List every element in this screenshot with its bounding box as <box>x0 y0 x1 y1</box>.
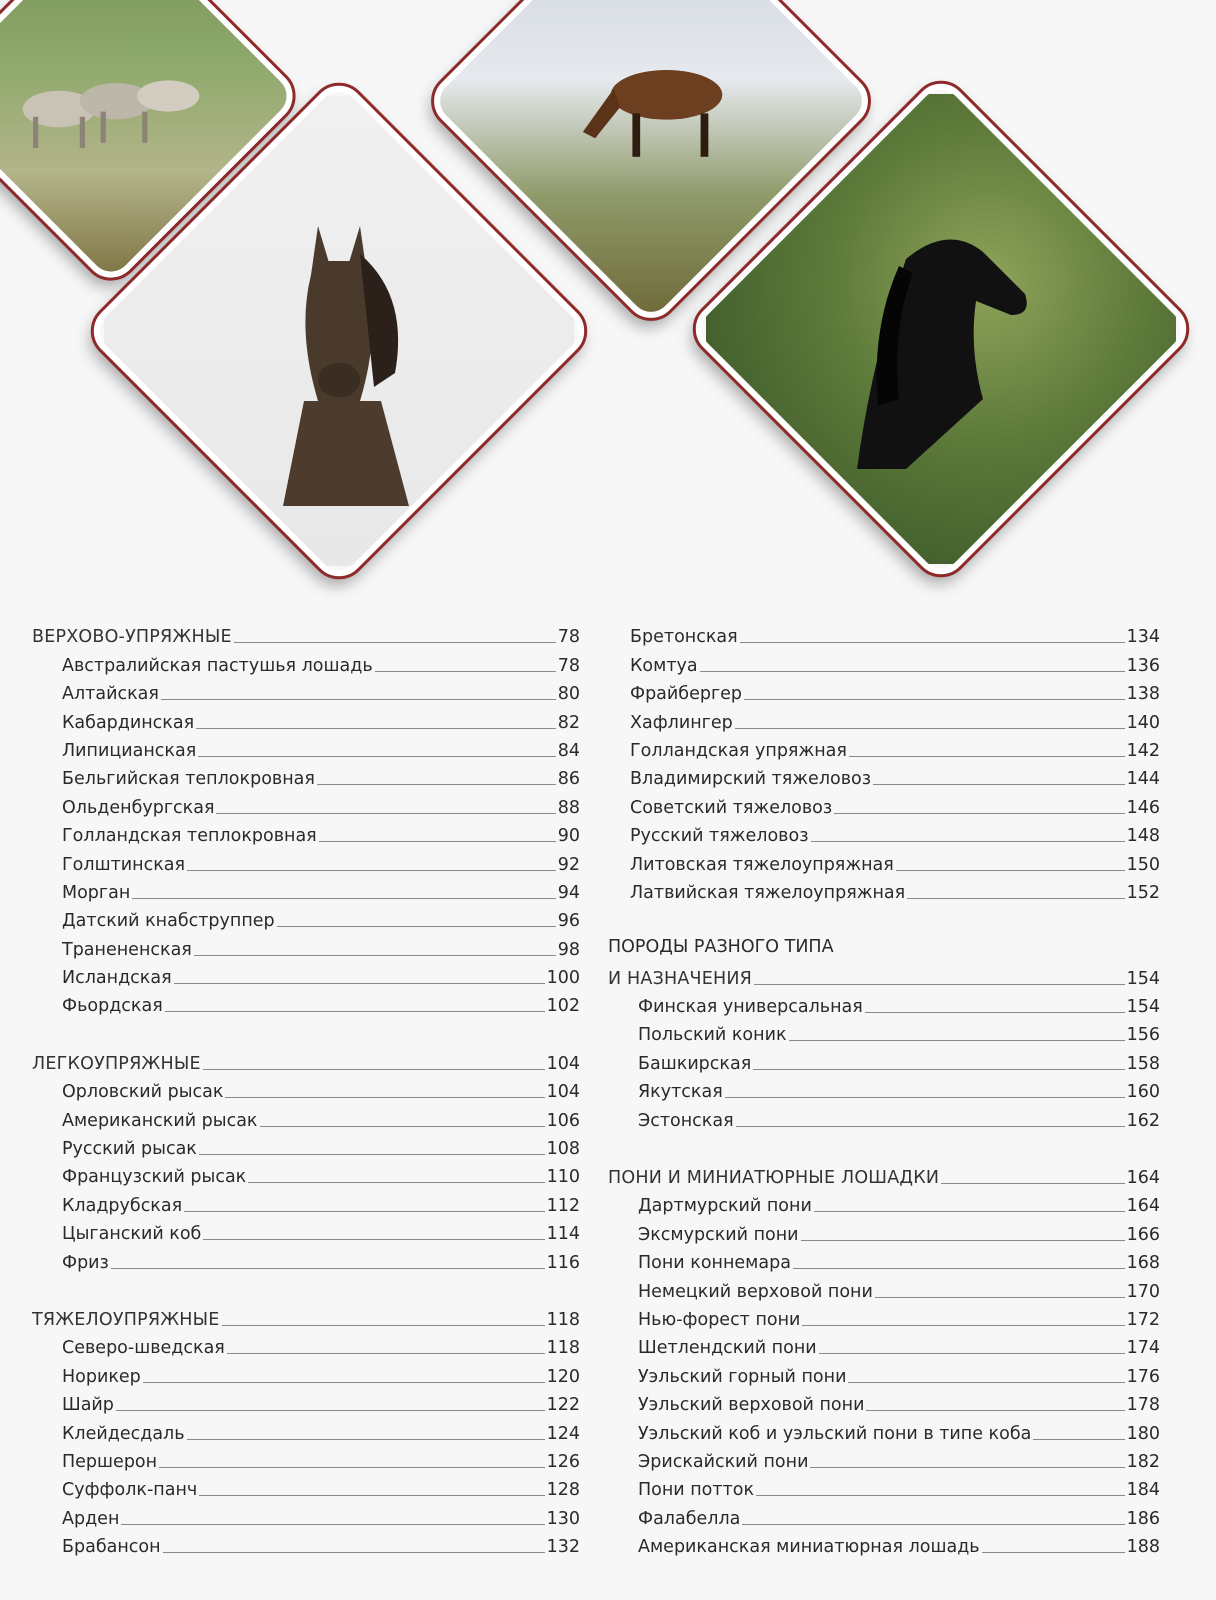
toc-entry[interactable] <box>32 989 580 1017</box>
entry-title: Американский рысак <box>62 1110 258 1131</box>
toc-entry[interactable] <box>608 1274 1160 1302</box>
toc-entry[interactable] <box>32 1501 580 1529</box>
page-number: 132 <box>546 1537 580 1558</box>
entry-title: Шайр <box>62 1395 114 1416</box>
page-number: 88 <box>557 797 580 818</box>
dot-leader <box>896 870 1125 871</box>
page-number: 174 <box>1126 1338 1160 1359</box>
entry-title: Кабардинская <box>62 712 195 733</box>
page-number: 96 <box>557 911 580 932</box>
entry-title: Латвийская тяжелоупряжная <box>630 882 906 903</box>
dot-leader <box>111 1268 545 1269</box>
dot-leader <box>161 699 556 700</box>
entry-title: Дартмурский пони <box>638 1196 812 1217</box>
entry-title: Эстонская <box>638 1110 734 1131</box>
page-number: 114 <box>546 1224 580 1245</box>
dot-leader <box>225 1097 544 1098</box>
toc-entry[interactable] <box>608 876 1160 904</box>
page-number: 106 <box>546 1110 580 1131</box>
section-heading <box>32 1046 580 1074</box>
page-number: 94 <box>557 882 580 903</box>
section-heading <box>608 1161 1160 1189</box>
toc-entry[interactable] <box>32 1388 580 1416</box>
page-number: 184 <box>1126 1480 1160 1501</box>
dot-leader <box>163 1552 545 1553</box>
page-number: 182 <box>1126 1451 1160 1472</box>
page-number: 164 <box>1126 1196 1160 1217</box>
page-number: 188 <box>1126 1537 1160 1558</box>
toc-entry[interactable] <box>32 1160 580 1188</box>
dot-leader <box>277 926 556 927</box>
dot-leader <box>756 1495 1125 1496</box>
toc-entry[interactable] <box>608 1359 1160 1387</box>
entry-title: Польский коник <box>638 1025 787 1046</box>
entry-title: Пони коннемара <box>638 1253 791 1274</box>
toc-entry[interactable] <box>608 1217 1160 1245</box>
page-number: 102 <box>546 996 580 1017</box>
entry-title: Шетлендский пони <box>638 1338 817 1359</box>
toc-entry[interactable] <box>608 1501 1160 1529</box>
toc-section <box>32 1303 580 1559</box>
dot-leader <box>834 813 1124 814</box>
dot-leader <box>982 1552 1125 1553</box>
toc-entry[interactable] <box>608 1046 1160 1074</box>
dot-leader <box>814 1211 1125 1212</box>
dot-leader <box>941 1183 1124 1184</box>
entry-title: Башкирская <box>638 1053 752 1074</box>
dot-leader <box>742 1524 1124 1525</box>
entry-title: Голландская упряжная <box>630 740 847 761</box>
entry-title: Суффолк-панч <box>62 1480 198 1501</box>
entry-title: Австралийская пастушья лошадь <box>62 655 373 676</box>
entry-title: Исландская <box>62 968 172 989</box>
toc-entry[interactable] <box>608 734 1160 762</box>
page-number: 180 <box>1126 1423 1160 1444</box>
toc-entry[interactable] <box>32 932 580 960</box>
entry-title: Фалабелла <box>638 1508 741 1529</box>
toc-entry[interactable] <box>608 1388 1160 1416</box>
page-number: 136 <box>1126 655 1160 676</box>
dot-leader <box>736 1126 1125 1127</box>
toc-entry[interactable] <box>32 1530 580 1558</box>
dot-leader <box>234 642 556 643</box>
dot-leader <box>875 1297 1125 1298</box>
toc-entry[interactable] <box>32 1416 580 1444</box>
toc-entry[interactable] <box>32 1359 580 1387</box>
entry-title: Транененская <box>62 939 192 960</box>
toc-entry[interactable] <box>608 705 1160 733</box>
section-title: И НАЗНАЧЕНИЯ <box>608 968 752 989</box>
entry-title: Якутская <box>638 1082 723 1103</box>
page-number: 158 <box>1126 1053 1160 1074</box>
entry-title: Орловский рысак <box>62 1082 224 1103</box>
page-number: 152 <box>1126 882 1160 903</box>
section-title: ВЕРХОВО-УПРЯЖНЫЕ <box>32 627 232 648</box>
section-heading <box>608 961 1160 989</box>
page-number: 98 <box>557 939 580 960</box>
page-number: 104 <box>546 1082 580 1103</box>
dot-leader <box>227 1353 545 1354</box>
toc-entry[interactable] <box>608 762 1160 790</box>
entry-title: Немецкий верховой пони <box>638 1281 873 1302</box>
page-number: 140 <box>1126 712 1160 733</box>
dot-leader <box>1033 1439 1124 1440</box>
dot-leader <box>260 1126 545 1127</box>
page-number: 172 <box>1126 1309 1160 1330</box>
dot-leader <box>187 870 556 871</box>
dot-leader <box>866 1410 1124 1411</box>
dot-leader <box>143 1382 545 1383</box>
toc-entry[interactable] <box>608 1530 1160 1558</box>
toc-entry[interactable] <box>608 1416 1160 1444</box>
page-number: 100 <box>546 968 580 989</box>
dot-leader <box>725 1097 1125 1098</box>
page-number: 150 <box>1126 854 1160 875</box>
entry-title: Советский тяжеловоз <box>630 797 833 818</box>
page-number: 78 <box>557 627 580 648</box>
toc-entry[interactable] <box>32 1217 580 1245</box>
toc-section <box>608 620 1160 904</box>
entry-title: Уэльский коб и уэльский пони в типе коба <box>638 1423 1032 1444</box>
toc-entry[interactable] <box>32 1445 580 1473</box>
dot-leader <box>848 1382 1124 1383</box>
toc-section <box>32 1046 580 1273</box>
page-number: 144 <box>1126 769 1160 790</box>
toc-left-column <box>32 620 580 1587</box>
entry-title: Липицианская <box>62 740 197 761</box>
entry-title: Арден <box>62 1508 120 1529</box>
dot-leader <box>789 1040 1125 1041</box>
dot-leader <box>132 898 555 899</box>
entry-title: Нью-форест пони <box>638 1309 801 1330</box>
page-number: 104 <box>546 1053 580 1074</box>
dot-leader <box>865 1012 1125 1013</box>
dot-leader <box>802 1325 1124 1326</box>
page-number: 90 <box>557 826 580 847</box>
section-heading <box>32 1303 580 1331</box>
dot-leader <box>203 1239 544 1240</box>
toc-right-column <box>608 620 1160 1587</box>
toc-entry[interactable] <box>608 1473 1160 1501</box>
entry-title: Фриз <box>62 1252 109 1273</box>
section-title: ТЯЖЕЛОУПРЯЖНЫЕ <box>32 1309 220 1330</box>
toc-entry[interactable] <box>32 1103 580 1131</box>
page-number: 176 <box>1126 1366 1160 1387</box>
dot-leader <box>375 671 556 672</box>
dot-leader <box>203 1069 545 1070</box>
dot-leader <box>907 898 1124 899</box>
page-number: 134 <box>1126 627 1160 648</box>
page-number: 130 <box>546 1508 580 1529</box>
entry-title: Пони потток <box>638 1480 755 1501</box>
dot-leader <box>317 784 556 785</box>
page-number: 166 <box>1126 1224 1160 1245</box>
dot-leader <box>194 955 556 956</box>
dot-leader <box>700 671 1125 672</box>
page-number: 154 <box>1126 997 1160 1018</box>
entry-title: Брабансон <box>62 1537 161 1558</box>
entry-title: Финская универсальная <box>638 997 863 1018</box>
entry-title: Бельгийская теплокровная <box>62 769 315 790</box>
entry-title: Американская миниатюрная лошадь <box>638 1537 980 1558</box>
toc-entry[interactable] <box>32 1245 580 1273</box>
page-number: 154 <box>1126 968 1160 989</box>
dot-leader <box>116 1410 545 1411</box>
dot-leader <box>165 1011 545 1012</box>
page-number: 82 <box>557 712 580 733</box>
toc-entry[interactable] <box>32 904 580 932</box>
toc-entry[interactable] <box>32 705 580 733</box>
entry-title: Уэльский верховой пони <box>638 1395 865 1416</box>
toc-entry[interactable] <box>608 1103 1160 1131</box>
dot-leader <box>801 1240 1125 1241</box>
dot-leader <box>187 1439 545 1440</box>
page-number: 78 <box>557 655 580 676</box>
section-title: ПОНИ И МИНИАТЮРНЫЕ ЛОШАДКИ <box>608 1168 940 1189</box>
page-number: 92 <box>557 854 580 875</box>
toc-entry[interactable] <box>608 790 1160 818</box>
toc-entry[interactable] <box>608 990 1160 1018</box>
page-number: 126 <box>546 1451 580 1472</box>
entry-title: Северо-шведская <box>62 1338 225 1359</box>
dot-leader <box>849 756 1125 757</box>
toc-entry[interactable] <box>32 847 580 875</box>
entry-title: Литовская тяжелоупряжная <box>630 854 894 875</box>
toc-entry[interactable] <box>32 677 580 705</box>
dot-leader <box>216 813 555 814</box>
dot-leader <box>811 841 1125 842</box>
toc-section <box>608 1161 1160 1558</box>
entry-title: Уэльский горный пони <box>638 1366 847 1387</box>
page-number: 178 <box>1126 1395 1160 1416</box>
dot-leader <box>319 841 556 842</box>
toc-entry[interactable] <box>608 819 1160 847</box>
page-number: 160 <box>1126 1082 1160 1103</box>
page-number: 162 <box>1126 1110 1160 1131</box>
dot-leader <box>873 784 1125 785</box>
entry-title: Бретонская <box>630 627 738 648</box>
toc-entry[interactable] <box>608 1246 1160 1274</box>
entry-title: Владимирский тяжеловоз <box>630 769 872 790</box>
page-number: 86 <box>557 769 580 790</box>
toc-entry[interactable] <box>32 1132 580 1160</box>
toc-entry[interactable] <box>32 734 580 762</box>
toc-section <box>32 620 580 1017</box>
toc-entry[interactable] <box>608 847 1160 875</box>
entry-title: Норикер <box>62 1366 141 1387</box>
page-number: 124 <box>546 1423 580 1444</box>
dot-leader <box>121 1524 544 1525</box>
toc-entry[interactable] <box>608 1445 1160 1473</box>
entry-title: Фрайбергер <box>630 684 743 705</box>
dot-leader <box>222 1325 545 1326</box>
page-number: 118 <box>546 1338 580 1359</box>
page-number: 170 <box>1126 1281 1160 1302</box>
page-number: 146 <box>1126 797 1160 818</box>
page-number: 120 <box>546 1366 580 1387</box>
dot-leader <box>735 728 1125 729</box>
dot-leader <box>754 984 1125 985</box>
entry-title: Русский тяжеловоз <box>630 826 809 847</box>
entry-title: Хафлингер <box>630 712 733 733</box>
toc-entry[interactable] <box>608 1189 1160 1217</box>
section-title-line1: ПОРОДЫ РАЗНОГО ТИПА <box>608 936 834 957</box>
entry-title: Клейдесдаль <box>62 1423 185 1444</box>
toc-entry[interactable] <box>608 677 1160 705</box>
entry-title: Голландская теплокровная <box>62 826 317 847</box>
page-number: 164 <box>1126 1168 1160 1189</box>
entry-title: Эксмурский пони <box>638 1224 799 1245</box>
page-number: 128 <box>546 1480 580 1501</box>
dot-leader <box>793 1268 1125 1269</box>
toc-section <box>608 933 1160 1132</box>
toc-entry[interactable] <box>32 1188 580 1216</box>
entry-title: Кладрубская <box>62 1195 183 1216</box>
entry-title: Алтайская <box>62 684 159 705</box>
toc-entry[interactable] <box>608 1303 1160 1331</box>
entry-title: Ольденбургская <box>62 797 215 818</box>
dot-leader <box>198 756 555 757</box>
dot-leader <box>174 983 545 984</box>
page-number: 112 <box>546 1195 580 1216</box>
page-number: 186 <box>1126 1508 1160 1529</box>
dot-leader <box>159 1467 545 1468</box>
dot-leader <box>810 1467 1124 1468</box>
dot-leader <box>753 1069 1124 1070</box>
toc-entry[interactable] <box>32 961 580 989</box>
page-number: 142 <box>1126 740 1160 761</box>
entry-title: Першерон <box>62 1451 158 1472</box>
toc-entry[interactable] <box>32 1331 580 1359</box>
entry-title: Французский рысак <box>62 1167 247 1188</box>
toc-entry[interactable] <box>608 1331 1160 1359</box>
dot-leader <box>196 728 556 729</box>
dot-leader <box>744 699 1125 700</box>
toc-entry[interactable] <box>608 620 1160 648</box>
page-number: 118 <box>546 1309 580 1330</box>
page-number: 156 <box>1126 1025 1160 1046</box>
section-title: ЛЕГКОУПРЯЖНЫЕ <box>32 1053 201 1074</box>
page-number: 122 <box>546 1395 580 1416</box>
entry-title: Датский кнабструппер <box>62 911 275 932</box>
dot-leader <box>184 1211 544 1212</box>
entry-title: Фьордская <box>62 996 163 1017</box>
toc-entry[interactable] <box>608 1075 1160 1103</box>
dot-leader <box>819 1353 1125 1354</box>
entry-title: Эрискайский пони <box>638 1451 809 1472</box>
dot-leader <box>248 1182 544 1183</box>
page-number: 168 <box>1126 1253 1160 1274</box>
page-number: 138 <box>1126 684 1160 705</box>
entry-title: Голштинская <box>62 854 186 875</box>
dot-leader <box>199 1154 545 1155</box>
toc-entry[interactable] <box>608 1018 1160 1046</box>
page-number: 116 <box>546 1252 580 1273</box>
page-number: 84 <box>557 740 580 761</box>
toc-entry[interactable] <box>32 876 580 904</box>
entry-title: Цыганский коб <box>62 1224 202 1245</box>
toc-entry[interactable] <box>32 1075 580 1103</box>
page-number: 108 <box>546 1139 580 1160</box>
entry-title: Морган <box>62 882 131 903</box>
page-number: 80 <box>557 684 580 705</box>
toc-entry[interactable] <box>32 762 580 790</box>
toc-entry[interactable] <box>32 790 580 818</box>
dot-leader <box>740 642 1125 643</box>
dot-leader <box>199 1495 544 1496</box>
toc-entry[interactable] <box>32 648 580 676</box>
section-heading <box>32 620 580 648</box>
page-number: 110 <box>546 1167 580 1188</box>
entry-title: Русский рысак <box>62 1139 197 1160</box>
toc-entry[interactable] <box>608 648 1160 676</box>
toc-entry[interactable] <box>32 1473 580 1501</box>
page-number: 148 <box>1126 826 1160 847</box>
entry-title: Комтуа <box>630 655 698 676</box>
toc-entry[interactable] <box>32 819 580 847</box>
